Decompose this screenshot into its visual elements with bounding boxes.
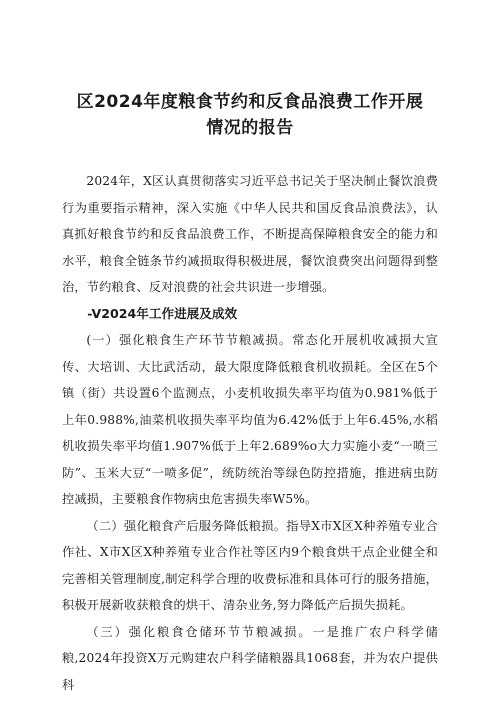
title-line-1: 区2024年度粮食节约和反食品浪费工作开展 bbox=[76, 92, 424, 112]
intro-paragraph: 2024年，X区认真贯彻落实习近平总书记关于坚决制止餐饮浪费行为重要指示精神，深入实施《中华人民共和国反食品浪费法》，认真抓好粮食节约和反食品浪费工作，不断提高保障粮食安全的能力和水平，粮食全链条节约减损取得积极进展，餐饮浪费突出问题得到整治，节约粮食、反对浪费的社会共识进一步增强。 bbox=[62, 174, 438, 294]
paragraph-production: (一）强化粮食生产环节节粮减损。常态化开展机收减损大宣传、大培训、大比武活动，最大限度降低粮食机收损耗。全区在5个镇（街）共设置6个监测点，小麦机收损失率平均值为0.981%低于上年0.988%,油菜机收损失率平均值为6.42%低于上年6.45%,水稻机收损失率平均值1.907%低于上年2.689%o大力实施小麦“一喷三防”、玉米大豆“一喷多促”，统防统治等绿色防控措施，推进病虫防控减损，主要粮食作物病虫危害损失率W5%。 bbox=[62, 333, 438, 506]
document-title bbox=[62, 0, 438, 141]
paragraph-post-harvest: （二）强化粮食产后服务降低粮损。指导X市X区X种养殖专业合作社、X市X区X种养殖专业合作社等区内9个粮食烘干点企业健全和完善相关管理制度,制定科学合理的收费标准和具体可行的服务措施，积极开展新收获粮食的烘干、清杂业务,努力降低产后损失损耗。 bbox=[62, 518, 438, 612]
section-heading: -V2024年工作进展及成效 bbox=[87, 305, 238, 321]
title-line-2: 情况的报告 bbox=[206, 118, 294, 138]
document-body bbox=[62, 168, 438, 698]
paragraph-storage: （三）强化粮食仓储环节节粮减损。一是推广农户科学储粮,2024年投资X万元购建农户科学储粮器具1068套，并为农户提供科 bbox=[62, 624, 438, 692]
